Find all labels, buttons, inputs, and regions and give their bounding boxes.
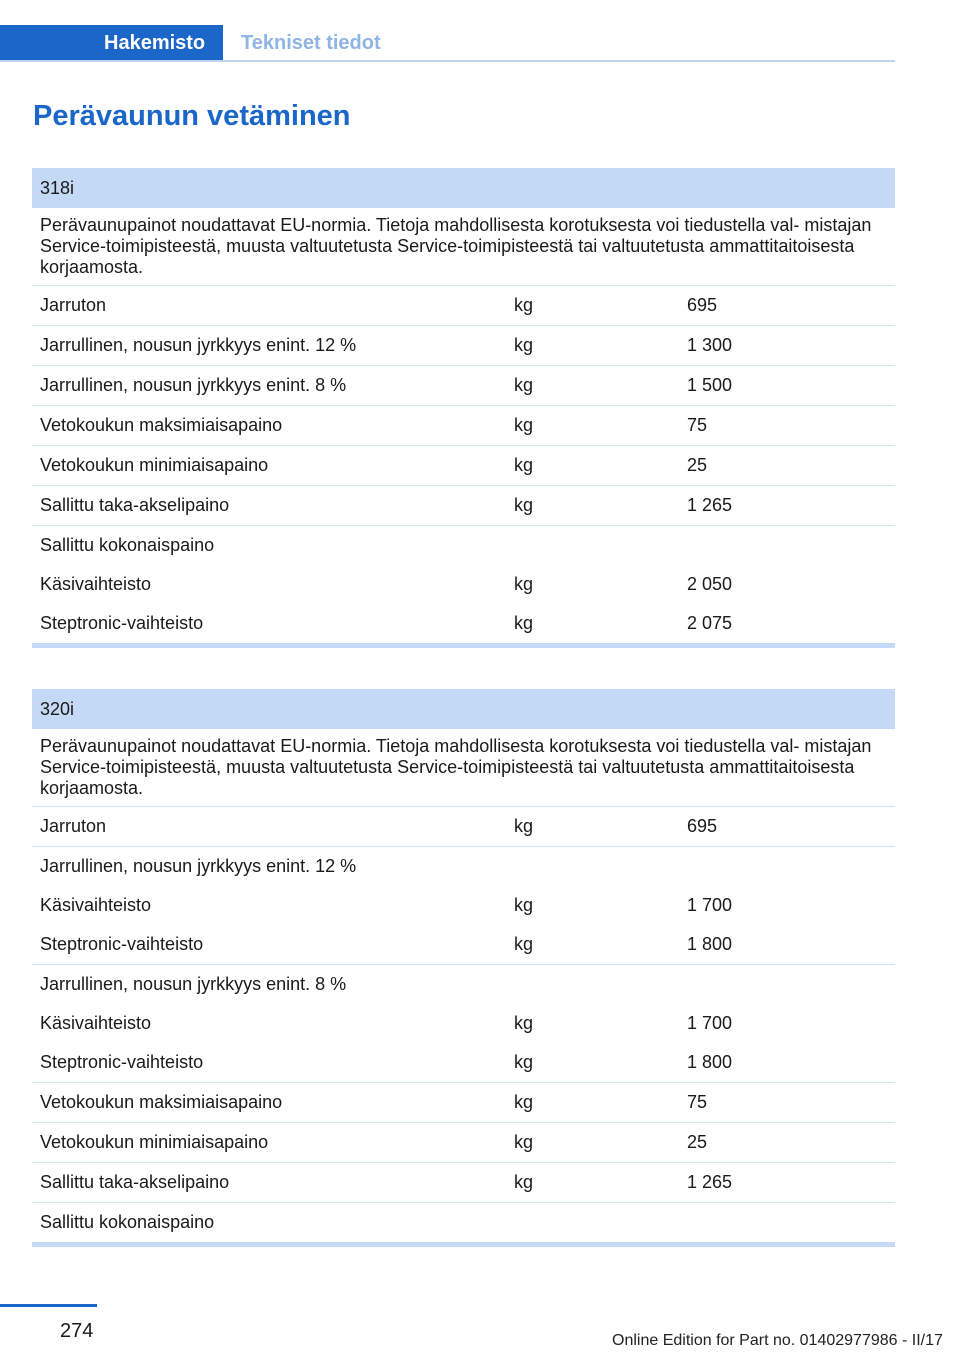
row-label: Käsivaihteisto — [40, 895, 152, 915]
row-unit: kg — [514, 574, 534, 594]
row-unit: kg — [514, 1132, 534, 1152]
header-underline — [0, 60, 895, 62]
row-value: 1 800 — [687, 1052, 733, 1072]
table-row — [32, 886, 895, 925]
spec-table-318i — [32, 168, 895, 648]
table-row — [32, 1203, 895, 1242]
table-row — [32, 326, 895, 366]
table-row — [32, 1083, 895, 1123]
table-row — [32, 486, 895, 526]
row-label: Jarruton — [40, 295, 107, 315]
tab-tekniset-tiedot[interactable]: Tekniset tiedot — [241, 32, 381, 54]
row-label: Jarrullinen, nousun jyrkkyys enint. 8 % — [40, 974, 347, 994]
row-value: 1 265 — [687, 495, 733, 515]
row-label: Steptronic-vaihteisto — [40, 1052, 204, 1072]
table-row — [32, 406, 895, 446]
row-unit: kg — [514, 455, 534, 475]
table-end-rule — [32, 1242, 895, 1247]
row-value: 695 — [687, 295, 718, 315]
table-row — [32, 1123, 895, 1163]
row-unit: kg — [514, 895, 534, 915]
table-end-rule — [32, 643, 895, 648]
row-unit: kg — [514, 1092, 534, 1112]
table-row — [32, 1004, 895, 1043]
row-label: Jarrullinen, nousun jyrkkyys enint. 12 % — [40, 856, 357, 876]
row-unit: kg — [514, 295, 534, 315]
row-label: Jarruton — [40, 816, 107, 836]
row-label: Sallittu taka-akselipaino — [40, 1172, 230, 1192]
row-label: Sallittu kokonaispaino — [40, 1212, 215, 1232]
row-unit: kg — [514, 495, 534, 515]
row-value: 695 — [687, 816, 718, 836]
row-value: 1 300 — [687, 335, 733, 355]
table-note: Perävaunupainot noudattavat EU-normia. Tietoja mahdollisesta korotuksesta voi tiedustella val‐ mistajan Service-toimipisteestä, muusta valtuutetusta Service-toimipisteestä tai valtuutetusta ammattitaitoisesta korjaamosta. — [32, 729, 895, 807]
table-row — [32, 565, 895, 604]
row-unit: kg — [514, 934, 534, 954]
row-label: Steptronic-vaihteisto — [40, 613, 204, 633]
row-label: Jarrullinen, nousun jyrkkyys enint. 12 % — [40, 335, 357, 355]
row-label: Käsivaihteisto — [40, 574, 152, 594]
row-value: 25 — [687, 1132, 708, 1152]
table-note: Perävaunupainot noudattavat EU-normia. Tietoja mahdollisesta korotuksesta voi tiedustella val‐ mistajan Service-toimipisteestä, muusta valtuutetusta Service-toimipisteestä tai valtuutetusta ammattitaitoisesta korjaamosta. — [32, 208, 895, 286]
footer-rule — [0, 1304, 97, 1307]
table-row — [32, 1163, 895, 1203]
row-value: 1 800 — [687, 934, 733, 954]
table-row — [32, 807, 895, 847]
row-label: Vetokoukun minimiaisapaino — [40, 455, 269, 475]
row-unit: kg — [514, 816, 534, 836]
table-model-header: 320i — [32, 689, 895, 729]
row-value: 1 265 — [687, 1172, 733, 1192]
row-label: Sallittu taka-akselipaino — [40, 495, 230, 515]
tab-hakemisto[interactable]: Hakemisto — [0, 25, 223, 62]
row-label: Sallittu kokonaispaino — [40, 535, 215, 555]
row-unit: kg — [514, 1013, 534, 1033]
page-number: 274 — [60, 1320, 94, 1342]
row-unit: kg — [514, 1052, 534, 1072]
table-model-header: 318i — [32, 168, 895, 208]
row-value: 2 075 — [687, 613, 733, 633]
row-value: 1 700 — [687, 895, 733, 915]
table-row — [32, 965, 895, 1004]
row-label: Käsivaihteisto — [40, 1013, 152, 1033]
row-unit: kg — [514, 1172, 534, 1192]
row-unit: kg — [514, 415, 534, 435]
edition-note: Online Edition for Part no. 01402977986 - II/17 — [612, 1332, 943, 1349]
table-row — [32, 847, 895, 886]
table-row — [32, 366, 895, 406]
row-label: Vetokoukun maksimiaisapaino — [40, 415, 283, 435]
table-row — [32, 446, 895, 486]
row-value: 25 — [687, 455, 708, 475]
table-row — [32, 604, 895, 643]
row-value: 2 050 — [687, 574, 733, 594]
row-label: Vetokoukun maksimiaisapaino — [40, 1092, 283, 1112]
row-label: Vetokoukun minimiaisapaino — [40, 1132, 269, 1152]
row-unit: kg — [514, 375, 534, 395]
row-value: 1 500 — [687, 375, 733, 395]
table-row — [32, 526, 895, 565]
table-row — [32, 286, 895, 326]
row-value: 75 — [687, 1092, 708, 1112]
table-row — [32, 925, 895, 965]
page-title: Perävaunun vetäminen — [33, 100, 351, 132]
row-value: 75 — [687, 415, 708, 435]
row-value: 1 700 — [687, 1013, 733, 1033]
row-unit: kg — [514, 335, 534, 355]
table-row — [32, 1043, 895, 1083]
row-label: Jarrullinen, nousun jyrkkyys enint. 8 % — [40, 375, 347, 395]
top-navigation — [0, 25, 895, 62]
row-unit: kg — [514, 613, 534, 633]
row-label: Steptronic-vaihteisto — [40, 934, 204, 954]
spec-table-320i — [32, 689, 895, 1247]
